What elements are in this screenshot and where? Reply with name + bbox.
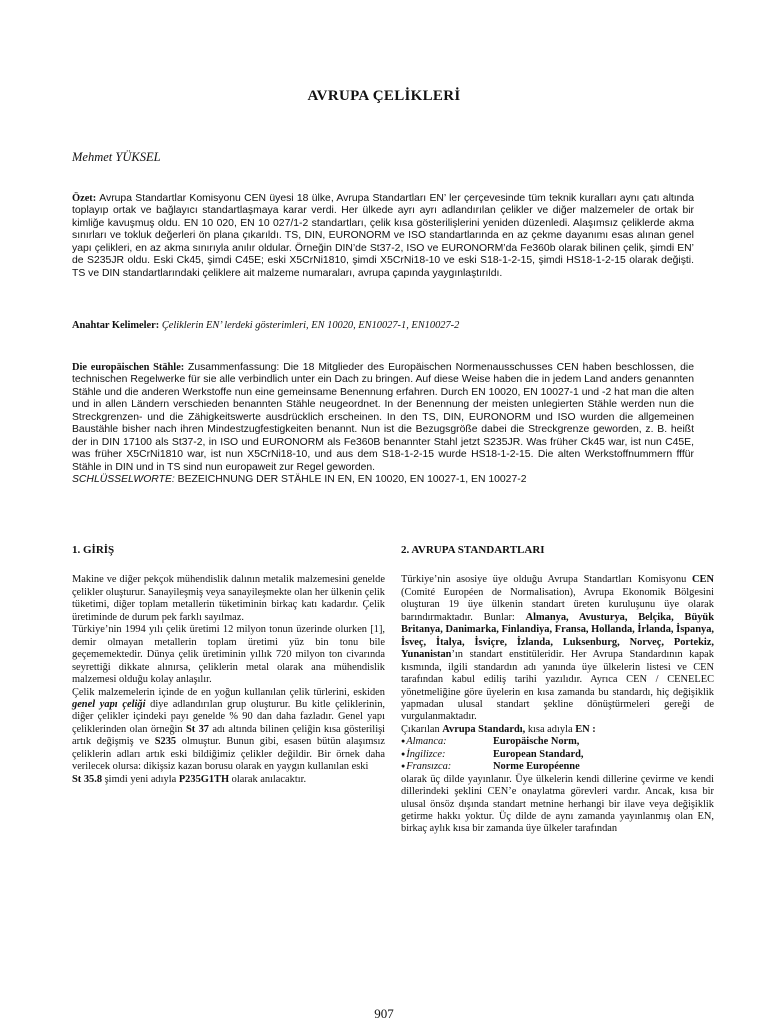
intro-paragraph-2: Türkiye’nin 1994 yılı çelik üretimi 12 milyon tonun üzerinde olurken [1], demir olmayan metallerin toplam üretimi yüz bin tonu bile geçememektedir. Dünya çelik üretiminin yıllık 720 milyon ton civarında seyrettiği dikkate alınırsa, çeliklerin metal olarak ana mühendislik malzemesi olduğu kolay anlaşılır. bbox=[72, 624, 385, 686]
language-name: ● Almanca: bbox=[401, 736, 447, 748]
section-introduction bbox=[72, 544, 385, 786]
german-keywords bbox=[72, 474, 526, 485]
abstract-turkish bbox=[72, 193, 694, 280]
intro-paragraph-1: Makine ve diğer pekçok mühendislik dalının metalik malzemesini genelde çelikler oluşturur. Sanayileşmiş veya sanayileşmekte olan her ülkenin çelik tüketimi, diğer toplam metallerin tüketiminin birkaç katı kadardır. Çelik üretiminde de durum pek farklı sayılmaz. bbox=[72, 574, 385, 623]
text-run-bold: EN : bbox=[575, 723, 596, 735]
section-2-heading: 2. AVRUPA STANDARTLARI bbox=[401, 544, 545, 556]
text-run-bold: Avrupa Standardı, bbox=[442, 723, 526, 735]
text-run: diye adlandırılan grup oluşturur. Bu kitle çeliklerinin, diğer çelikler içindeki payı genelde % 90 dan daha fazladır. Genel yapı çeliklerinden olan örneğin bbox=[72, 698, 385, 735]
abstract-text: Avrupa Standartlar Komisyonu CEN üyesi 18 ülke, Avrupa Standartları EN’ ler çerçevesinde tüm teknik kuralları aynı çatı altında toplayıp ortak ve bağlayıcı standartlaşmaya karar verdi. Her ülkede ayrı ayrı adlandırılan çelikler ve diğer malzemeler de ortak bir kimliğe kavuşmuş oldu. EN 10 020, EN 10 027/1-2 standartları, çelik kısa gösterilişlerini yeniden düzenledi. Alaşımsız çeliklerde akma sınırları ve tokluk değerleri ön plana çıkarıldı. TS, DIN, EURONORM ve ISO standartlarında en az çekme dayanımı esas alınan genel yapı çelikleri, en az akma sınırıyla anılır oldular. Örneğin DIN’de St37-2, ISO ve EURONORM’da Fe360b olarak bilinen çelik, şimdi EN’ de S235JR oldu. Eski Ck45, şimdi C45E; eski X5CrNi1810, şimdi X5CrNi18-10 ve eski S18-1-2-15, şimdi HS18-1-2-15 olarak değişti. TS ve DIN standartlarındaki çeliklere ait malzeme numaraları, avrupa çapında yaygınlaştırıldı. bbox=[72, 193, 694, 279]
standard-name: Norme Européenne bbox=[493, 761, 580, 773]
text-run: adı altında bilinen çeliğin kısa gösterilişi artık değişmiş ve bbox=[72, 723, 386, 748]
page-title: AVRUPA ÇELİKLERİ bbox=[307, 88, 461, 104]
cen-abbreviation: CEN bbox=[692, 574, 714, 586]
keywords-text: Çeliklerin EN’ lerdeki gösterimleri, EN 10020, EN10027-1, EN10027-2 bbox=[161, 320, 460, 331]
author-name: Mehmet YÜKSEL bbox=[72, 150, 161, 164]
standards-paragraph-3: olarak üç dilde yayınlanır. Üye ülkelerin kendi dillerine çevirme ve kendi dillerindeki şeklini CEN’e onaylatma görevleri vardır. Ancak, kısa bir ulusal önsöz dışında standart metnine herhangi bir ilave veya değişiklik getirme hakkı yoktur. Üç dilde de aynı zamanda yayınlanmış olan EN, birkaç aylık kısa bir zamanda üye ülkeler tarafından bbox=[401, 773, 714, 835]
text-run: kısa adıyla bbox=[527, 723, 573, 735]
language-name: ● İngilizce: bbox=[401, 749, 445, 761]
keywords-turkish bbox=[72, 320, 694, 332]
language-row bbox=[401, 749, 714, 761]
emphasis-general-structural-steel: genel yapı çeliği bbox=[72, 698, 146, 710]
text-run: (Comité Européen de Normalisation), Avrupa Ekonomik Bölgesini oluşturan 19 üye ülkenin standart üreten kuruluşunu üye olarak barındırmaktadır. Bunlar: bbox=[401, 586, 714, 623]
intro-paragraph-3 bbox=[72, 687, 385, 774]
member-countries: Almanya, Avusturya, Belçika, Büyük Britanya, Danimarka, Finlandiya, Fransa, Hollanda, İrlanda, İspanya, İsveç, İtalya, İsviçre, İzlanda, Luksenburg, Norveç, Portekiz, Yunanistan bbox=[401, 611, 714, 661]
standard-name: European Standard, bbox=[493, 748, 584, 760]
steel-code-p235g1th: P235G1TH bbox=[178, 773, 230, 785]
text-run: olarak anılacaktır. bbox=[231, 773, 307, 785]
text-run: ’ın standart enstitüleridir. Her Avrupa Standardının kapak kısmında, ilgili standardın adı yanında üye ülkelerin listesi ve CEN tarafından kabul ediliş tarihi yazılıdır. Ayrıca CEN / CENELEC yönetmeliğine göre üyelerin en kısa zamanda bu standardı, hiç değişiklik yapmadan ulusal standart şekline dönüştürmeleri gereği de vurgulanmaktadır. bbox=[401, 649, 714, 723]
text-run: şimdi yeni adıyla bbox=[104, 773, 177, 785]
page-number: 907 bbox=[374, 1006, 394, 1021]
german-keywords-text: BEZEICHNUNG DER STÄHLE IN EN, EN 10020, EN 10027-1, EN 10027-2 bbox=[177, 474, 527, 486]
steel-code-s235: S235 bbox=[154, 736, 177, 748]
text-run: Çelik malzemelerin içinde de en yoğun kullanılan çelik türlerini, eskiden bbox=[72, 686, 385, 698]
text-run: Türkiye’nin asosiye üye olduğu Avrupa Standartları Komisyonu bbox=[401, 574, 687, 586]
german-abstract-label: Die europäischen Stähle: bbox=[72, 362, 185, 373]
keywords-label: Anahtar Kelimeler: bbox=[72, 320, 160, 331]
steel-code-st358: St 35.8 bbox=[72, 773, 103, 785]
intro-paragraph-4 bbox=[72, 774, 385, 786]
standards-paragraph-1 bbox=[401, 574, 714, 723]
standard-name: Europäische Norm, bbox=[493, 736, 580, 748]
abstract-label: Özet: bbox=[72, 193, 97, 204]
language-name: ● Fransızca: bbox=[401, 761, 451, 773]
text-run: Çıkarılan bbox=[401, 723, 440, 735]
steel-code-st37: St 37 bbox=[185, 723, 209, 735]
section-european-standards bbox=[401, 544, 714, 836]
section-1-heading: 1. GİRİŞ bbox=[72, 544, 115, 556]
abstract-german bbox=[72, 362, 694, 487]
language-row bbox=[401, 761, 714, 773]
standards-paragraph-2 bbox=[401, 724, 714, 736]
text-run: olmuştur. Bunun gibi, esasen bütün alaşımsız çeliklerin adları artık eski bildiğimiz çelikler değildir. Bir örnek daha verilecek olursa: dikişsiz kazan borusu olarak en yaygın kullanılan eski bbox=[72, 736, 385, 773]
german-abstract-text: Zusammenfassung: Die 18 Mitglieder des Europäischen Normenausschusses CEN haben beschlossen, die technischen Regelwerke für sie alle verbindlich unter ein Dach zu bringen. Auf diese Weise haben die in jedem Land anders genannten Stähle und die anderen Werkstoffe nun eine gemeinsame Benennung erfahren. Durch EN 10020, EN 10027-1 und -2 hat man die alten und in allen Ländern verschieden benannten Stähle neugeordnet. In der Benennung der meisten unlegierten Stähle werden nun die Streckgrenzen- und die Zähigkeitswerte ausdrücklich erscheinen. In den TS, DIN, EURONORM und ISO wurden die allgemeinen Baustähle bisher nach ihren Mindestzugfestigkeiten benannt. Nun ist die Bezugsgröße dabei die Streckgrenze geworden, z. B. heißt der in DIN 17100 als St37-2, in ISO und EURONORM als Fe360B benannter Stahl jetzt S235JR. Was früher Ck45 war, ist nun C45E, was früher X5CrNi1810 war, ist nun X5CrNi18-10, und aus dem S18-1-2-15 wurde HS18-1-2-15. Die alten Werkstoffnummern fffür Stähle in DIN und in TS sind nun europaweit zur Regel geworden. bbox=[72, 362, 694, 473]
german-keywords-label: SCHLÜSSELWORTE: bbox=[72, 474, 175, 486]
language-row bbox=[401, 736, 714, 748]
